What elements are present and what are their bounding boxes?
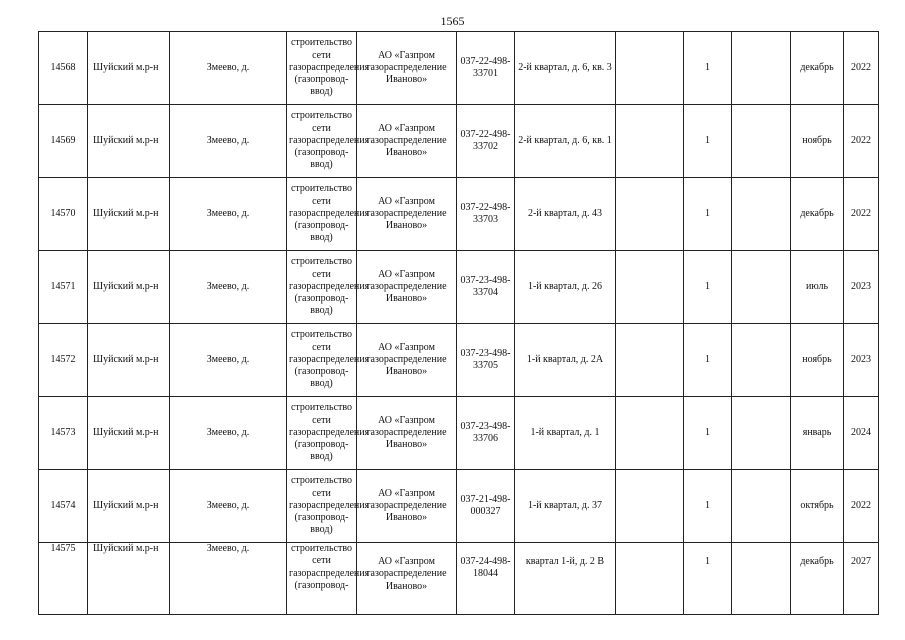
cell-year: 2023 bbox=[844, 251, 879, 324]
cell-district: Шуйский м.р-н bbox=[88, 105, 170, 178]
cell-quantity: 1 bbox=[684, 251, 732, 324]
cell-empty bbox=[732, 251, 791, 324]
cell-empty bbox=[616, 178, 684, 251]
cell-district: Шуйский м.р-н bbox=[88, 32, 170, 105]
cell-empty bbox=[732, 324, 791, 397]
cell-quantity: 1 bbox=[684, 32, 732, 105]
cell-year: 2022 bbox=[844, 105, 879, 178]
cell-code: 037-23-498-33705 bbox=[457, 324, 515, 397]
cell-number: 14575 bbox=[39, 543, 88, 615]
table-row bbox=[39, 32, 879, 105]
cell-code: 037-22-498-33703 bbox=[457, 178, 515, 251]
cell-address: 2-й квартал, д. 43 bbox=[515, 178, 616, 251]
table-row bbox=[39, 105, 879, 178]
cell-district: Шуйский м.р-н bbox=[88, 397, 170, 470]
cell-code: 037-23-498-33706 bbox=[457, 397, 515, 470]
cell-address: 2-й квартал, д. 6, кв. 1 bbox=[515, 105, 616, 178]
cell-work-type: строительство сети газораспределения (газопровод-ввод) bbox=[287, 397, 357, 470]
cell-empty bbox=[732, 178, 791, 251]
cell-locality: Змеево, д. bbox=[170, 105, 287, 178]
cell-locality: Змеево, д. bbox=[170, 178, 287, 251]
cell-empty bbox=[732, 105, 791, 178]
cell-organization: АО «Газпром газораспределение Иваново» bbox=[357, 543, 457, 615]
cell-address: квартал 1-й, д. 2 В bbox=[515, 543, 616, 615]
cell-empty bbox=[616, 543, 684, 615]
cell-address: 1-й квартал, д. 37 bbox=[515, 470, 616, 543]
cell-quantity: 1 bbox=[684, 543, 732, 615]
cell-empty bbox=[616, 470, 684, 543]
cell-district: Шуйский м.р-н bbox=[88, 470, 170, 543]
cell-code: 037-23-498-33704 bbox=[457, 251, 515, 324]
cell-quantity: 1 bbox=[684, 105, 732, 178]
cell-code: 037-22-498-33702 bbox=[457, 105, 515, 178]
cell-organization: АО «Газпром газораспределение Иваново» bbox=[357, 32, 457, 105]
cell-number: 14573 bbox=[39, 397, 88, 470]
registry-table-wrapper bbox=[38, 31, 878, 618]
cell-code: 037-24-498-18044 bbox=[457, 543, 515, 615]
cell-empty bbox=[732, 397, 791, 470]
cell-district: Шуйский м.р-н bbox=[88, 251, 170, 324]
cell-district: Шуйский м.р-н bbox=[88, 543, 170, 615]
cell-year: 2022 bbox=[844, 178, 879, 251]
cell-work-type: строительство сети газораспределения (газопровод-ввод) bbox=[287, 324, 357, 397]
cell-organization: АО «Газпром газораспределение Иваново» bbox=[357, 105, 457, 178]
cell-quantity: 1 bbox=[684, 178, 732, 251]
cell-quantity: 1 bbox=[684, 470, 732, 543]
cell-work-type: строительство сети газораспределения (газопровод-ввод) bbox=[287, 178, 357, 251]
cell-empty bbox=[616, 397, 684, 470]
cell-empty bbox=[616, 324, 684, 397]
cell-number: 14569 bbox=[39, 105, 88, 178]
cell-code: 037-22-498-33701 bbox=[457, 32, 515, 105]
cell-number: 14571 bbox=[39, 251, 88, 324]
cell-address: 1-й квартал, д. 1 bbox=[515, 397, 616, 470]
cell-address: 2-й квартал, д. 6, кв. 3 bbox=[515, 32, 616, 105]
cell-district: Шуйский м.р-н bbox=[88, 178, 170, 251]
cell-locality: Змеево, д. bbox=[170, 32, 287, 105]
cell-address: 1-й квартал, д. 2А bbox=[515, 324, 616, 397]
cell-month: декабрь bbox=[791, 178, 844, 251]
cell-year: 2023 bbox=[844, 324, 879, 397]
cell-month: декабрь bbox=[791, 543, 844, 615]
cell-month: ноябрь bbox=[791, 324, 844, 397]
cell-year: 2022 bbox=[844, 32, 879, 105]
cell-empty bbox=[616, 105, 684, 178]
cell-address: 1-й квартал, д. 26 bbox=[515, 251, 616, 324]
cell-number: 14568 bbox=[39, 32, 88, 105]
cell-quantity: 1 bbox=[684, 324, 732, 397]
cell-organization: АО «Газпром газораспределение Иваново» bbox=[357, 324, 457, 397]
cell-number: 14570 bbox=[39, 178, 88, 251]
cell-organization: АО «Газпром газораспределение Иваново» bbox=[357, 178, 457, 251]
cell-empty bbox=[616, 32, 684, 105]
cell-month: июль bbox=[791, 251, 844, 324]
cell-work-type: строительство сети газораспределения (газопровод-ввод) bbox=[287, 470, 357, 543]
cell-work-type: строительство сети газораспределения (газопровод-ввод) bbox=[287, 251, 357, 324]
cell-work-type: строительство сети газораспределения (газопровод-ввод) bbox=[287, 105, 357, 178]
cell-number: 14574 bbox=[39, 470, 88, 543]
cell-empty bbox=[732, 32, 791, 105]
cell-organization: АО «Газпром газораспределение Иваново» bbox=[357, 397, 457, 470]
cell-year: 2027 bbox=[844, 543, 879, 615]
table-body bbox=[39, 32, 879, 615]
cell-organization: АО «Газпром газораспределение Иваново» bbox=[357, 470, 457, 543]
table-row bbox=[39, 178, 879, 251]
cell-district: Шуйский м.р-н bbox=[88, 324, 170, 397]
cell-month: октябрь bbox=[791, 470, 844, 543]
cell-empty bbox=[732, 470, 791, 543]
table-row bbox=[39, 543, 879, 615]
table-row bbox=[39, 324, 879, 397]
cell-quantity: 1 bbox=[684, 397, 732, 470]
cell-locality: Змеево, д. bbox=[170, 543, 287, 615]
cell-work-type: строительство сети газораспределения (газопровод- bbox=[287, 543, 357, 615]
cell-year: 2022 bbox=[844, 470, 879, 543]
cell-month: декабрь bbox=[791, 32, 844, 105]
table-row bbox=[39, 251, 879, 324]
cell-year: 2024 bbox=[844, 397, 879, 470]
cell-work-type: строительство сети газораспределения (газопровод-ввод) bbox=[287, 32, 357, 105]
cell-code: 037-21-498-000327 bbox=[457, 470, 515, 543]
page-number: 1565 bbox=[440, 14, 465, 28]
cell-empty bbox=[616, 251, 684, 324]
cell-locality: Змеево, д. bbox=[170, 251, 287, 324]
cell-locality: Змеево, д. bbox=[170, 324, 287, 397]
cell-locality: Змеево, д. bbox=[170, 397, 287, 470]
cell-month: ноябрь bbox=[791, 105, 844, 178]
cell-organization: АО «Газпром газораспределение Иваново» bbox=[357, 251, 457, 324]
table-row bbox=[39, 397, 879, 470]
table-row bbox=[39, 470, 879, 543]
cell-locality: Змеево, д. bbox=[170, 470, 287, 543]
cell-empty bbox=[732, 543, 791, 615]
registry-table bbox=[38, 31, 879, 615]
cell-number: 14572 bbox=[39, 324, 88, 397]
cell-month: январь bbox=[791, 397, 844, 470]
